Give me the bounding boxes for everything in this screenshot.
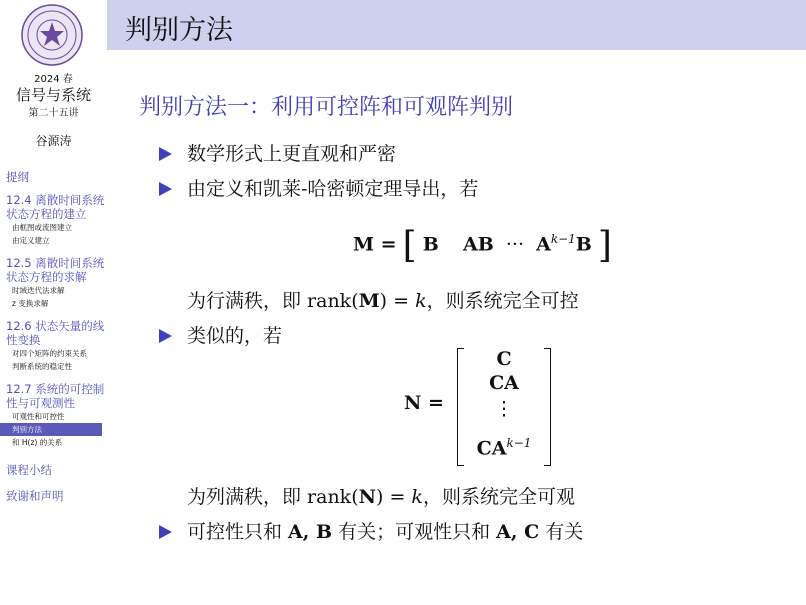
nav-section-12-6[interactable]: 12.6 状态矢量的线性变换 xyxy=(6,319,105,347)
math-ac: A, C xyxy=(496,521,540,543)
university-seal-icon xyxy=(21,4,83,66)
text-fragment: ) = xyxy=(376,486,412,508)
nav-sub-matrix-constraints[interactable]: 对四个矩阵的约束关系 xyxy=(12,349,87,358)
matrix-n-lhs: N = xyxy=(404,392,444,414)
bullet-icon xyxy=(159,147,172,161)
text-fragment: ，则系统完全可观 xyxy=(422,486,575,508)
nav-section-acknowledgement[interactable]: 致谢和声明 xyxy=(6,489,64,503)
bullet-icon xyxy=(159,182,172,196)
controllable-statement xyxy=(187,286,579,313)
block-title: 判别方法一：利用可控阵和可观阵判别 xyxy=(139,95,514,120)
bullet-math-form: 数学形式上更直观和严密 xyxy=(187,143,397,165)
frame-header xyxy=(107,0,806,50)
sidebar xyxy=(0,0,107,605)
matrix-exponent: k−1 xyxy=(506,436,532,450)
section-navigation xyxy=(6,170,106,503)
frame-title: 判别方法 xyxy=(125,15,233,46)
nav-section-12-7[interactable]: 12.7 系统的可控制性与可观测性 xyxy=(6,382,105,410)
math-k: k xyxy=(415,290,427,312)
nav-section-12-5[interactable]: 12.5 离散时间系统状态方程的求解 xyxy=(6,256,105,284)
nav-sub-observability[interactable]: 可观性和可控性 xyxy=(12,412,65,421)
bullet-similarly: 类似的，若 xyxy=(187,325,283,347)
text-fragment: ，则系统完全可控 xyxy=(426,290,579,312)
text-fragment: 可控性只和 xyxy=(187,521,289,543)
nav-sub-hz-relation[interactable]: 和 H(z) 的关系 xyxy=(12,438,63,447)
math-k: k xyxy=(411,486,423,508)
bullet-derivation: 由定义和凯莱-哈密顿定理导出，若 xyxy=(187,178,479,200)
bullet-icon xyxy=(159,329,172,343)
matrix-exponent: k−1 xyxy=(550,232,576,247)
nav-sub-z-transform[interactable]: z 变换求解 xyxy=(12,299,49,308)
slide-body xyxy=(107,50,806,605)
matrix-entry-ca-power xyxy=(458,436,550,459)
text-fragment: 为列满秩，即 rank( xyxy=(187,486,359,508)
nav-sub-criteria-active[interactable]: 判别方法 xyxy=(0,423,102,436)
text-fragment: 有关 xyxy=(539,521,584,543)
course-title: 信号与系统 xyxy=(15,86,91,104)
matrix-entry-ca-base: CA xyxy=(476,437,507,460)
math-n: N xyxy=(358,486,376,508)
nav-sub-from-definition[interactable]: 由定义建立 xyxy=(12,236,50,245)
matrix-entry-b-last: B xyxy=(575,233,592,256)
nav-sub-from-diagram[interactable]: 由框图或流图建立 xyxy=(12,223,72,232)
nav-section-12-4[interactable]: 12.4 离散时间系统状态方程的建立 xyxy=(6,193,105,221)
matrix-entry-a: A xyxy=(536,233,551,256)
bullet-icon xyxy=(159,525,172,539)
matrix-entry-ca: CA xyxy=(489,372,519,394)
nav-sub-stability[interactable]: 判断系统的稳定性 xyxy=(12,362,72,371)
observability-matrix xyxy=(457,348,551,466)
matrix-entry-ab: AB xyxy=(462,233,494,256)
controllability-matrix xyxy=(353,225,612,266)
matrix-m-lhs: M = xyxy=(353,233,397,256)
semester-label: 2024 春 xyxy=(34,74,73,85)
nav-section-summary[interactable]: 课程小结 xyxy=(6,463,52,477)
text-fragment: ) = xyxy=(379,290,416,312)
left-bracket-icon: [ xyxy=(402,225,417,266)
matrix-entry-vdots: ⋮ xyxy=(494,398,514,420)
matrix-entry-c: C xyxy=(496,348,512,370)
nav-section-outline[interactable]: 提纲 xyxy=(6,170,29,184)
matrix-entry-b: B xyxy=(422,233,439,256)
text-fragment: 有关；可观性只和 xyxy=(332,521,497,543)
matrix-entry-dots: ··· xyxy=(505,233,524,256)
math-m: M xyxy=(358,290,380,312)
author-name: 谷源涛 xyxy=(35,134,72,148)
nav-sub-time-iteration[interactable]: 时域迭代法求解 xyxy=(12,286,65,295)
lecture-number: 第二十五讲 xyxy=(28,108,79,119)
text-fragment: 为行满秩，即 rank( xyxy=(187,290,359,312)
math-ab: A, B xyxy=(288,521,333,543)
right-bracket-icon: ] xyxy=(597,225,612,266)
bullet-dependence xyxy=(187,517,583,544)
observable-statement xyxy=(187,482,575,509)
